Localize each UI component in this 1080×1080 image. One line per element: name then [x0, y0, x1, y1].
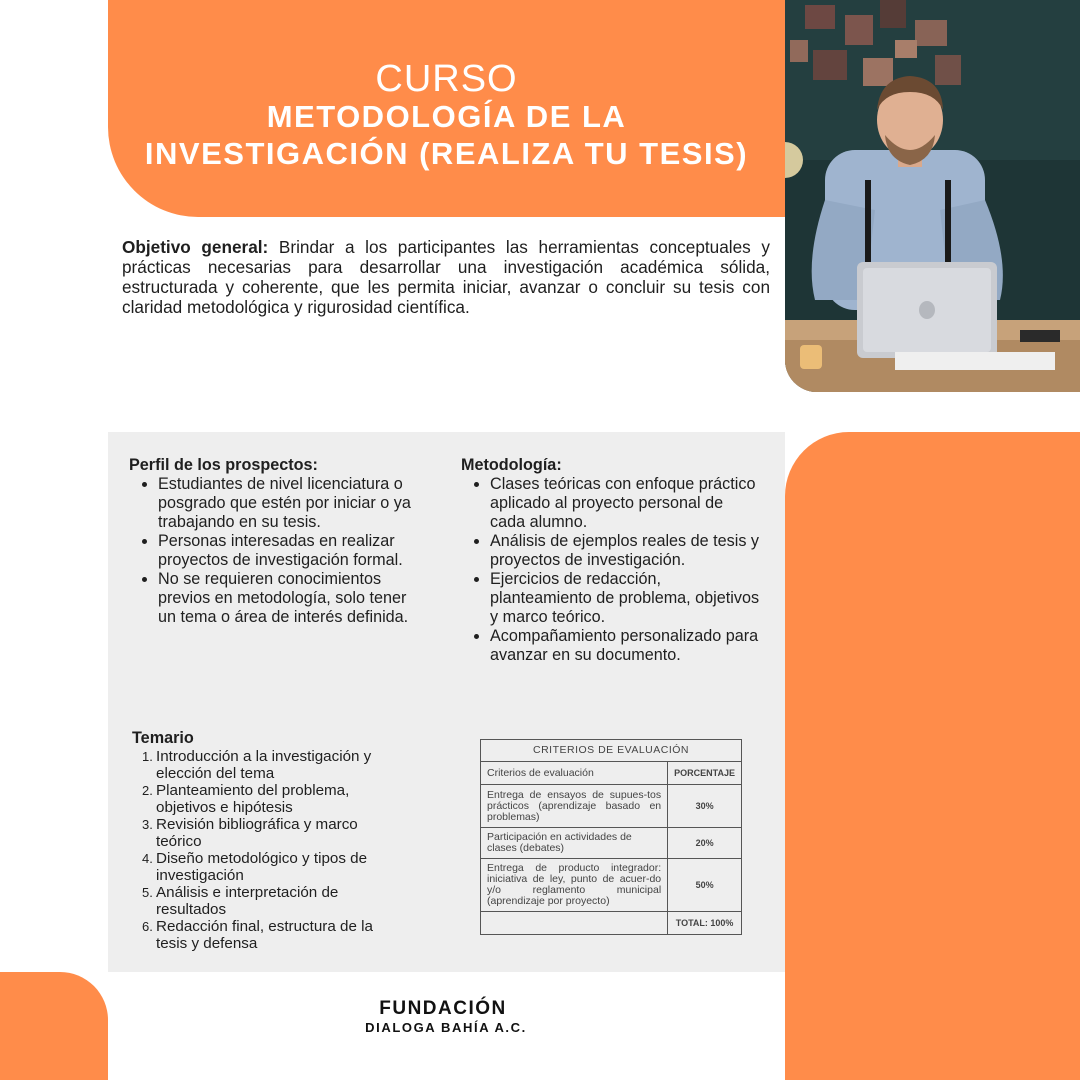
objective-paragraph: [122, 237, 770, 317]
list-item: • Estudiantes de nivel licenciatura o posgrado que estén por iniciar o ya trabajando en su tesis.: [158, 475, 424, 532]
table-total-row: [481, 912, 742, 935]
percent-cell: 20%: [668, 828, 742, 859]
temario-title: Temario: [132, 729, 194, 747]
course-label: CURSO: [375, 58, 518, 100]
item-text: Planteamiento del problema, objetivos e hipótesis: [156, 782, 350, 816]
course-title-line1: METODOLOGÍA DE LA: [266, 99, 627, 134]
perfil-section: [129, 456, 424, 627]
list-item: • Clases teóricas con enfoque práctico aplicado al proyecto personal de cada alumno.: [490, 475, 761, 532]
temario-section: [132, 730, 407, 952]
empty-cell: [481, 912, 668, 935]
orange-block-right: [785, 432, 1080, 1080]
list-item: [132, 884, 407, 918]
item-text: Revisión bibliográfica y marco teórico: [156, 816, 358, 850]
objective-label: Objetivo general:: [122, 237, 269, 257]
item-text: Análisis e interpretación de resultados: [156, 884, 339, 918]
list-item: • Análisis de ejemplos reales de tesis y proyectos de investigación.: [490, 532, 761, 570]
metodologia-list: [461, 475, 761, 665]
student-photo: [785, 0, 1080, 392]
total-cell: TOTAL: 100%: [668, 912, 742, 935]
item-number: 5.: [142, 885, 153, 900]
table-row: [481, 859, 742, 912]
item-number: 4.: [142, 851, 153, 866]
table-caption: CRITERIOS DE EVALUACIÓN: [481, 740, 742, 762]
list-item: • Ejercicios de redacción, planteamiento de problema, objetivos y marco teórico.: [490, 570, 761, 627]
item-number: 3.: [142, 817, 153, 832]
list-item: • No se requieren conocimientos previos en metodología, solo tener un tema o área de interés definida.: [158, 570, 424, 627]
item-text: Introducción a la investigación y elección del tema: [156, 748, 372, 782]
item-number: 2.: [142, 783, 153, 798]
list-item: • Acompañamiento personalizado para avanzar en su documento.: [490, 627, 761, 665]
item-number: 6.: [142, 919, 153, 934]
list-item: [132, 748, 407, 782]
metodologia-title: Metodología:: [461, 456, 562, 474]
criteria-cell: Entrega de ensayos de supues-tos prácticos (aprendizaje basado en problemas): [481, 785, 668, 828]
table-row: [481, 740, 742, 762]
table-header-row: [481, 762, 742, 785]
table-row: [481, 828, 742, 859]
footer-org-line1: FUNDACIÓN: [379, 998, 507, 1019]
footer-org-line2: DIALOGA BAHÍA A.C.: [365, 1020, 527, 1035]
metodologia-section: [461, 456, 761, 665]
list-item: [132, 782, 407, 816]
course-title: [108, 98, 785, 172]
objective-text: Brindar a los participantes las herramientas conceptuales y prácticas necesarias para desarrollar una investigación académica sólida, estructurada y coherente, que les permita iniciar, avanzar o concluir su tesis con claridad metodológica y rigurosidad científica.: [122, 237, 771, 317]
temario-list: [132, 748, 407, 952]
column-header-criteria: Criterios de evaluación: [481, 762, 668, 785]
criteria-table: [480, 739, 742, 935]
list-item: [132, 816, 407, 850]
criteria-cell: Entrega de producto integrador: iniciativa de ley, punto de acuer-do y/o reglamento municipal (aprendizaje por proyecto): [481, 859, 668, 912]
percent-cell: 50%: [668, 859, 742, 912]
list-item: [132, 850, 407, 884]
perfil-title: Perfil de los prospectos:: [129, 456, 318, 474]
list-item: [132, 918, 407, 952]
item-text: Diseño metodológico y tipos de investigación: [156, 850, 368, 884]
list-item: • Personas interesadas en realizar proyectos de investigación formal.: [158, 532, 424, 570]
student-photo-illustration: [785, 0, 1080, 392]
column-header-percent: PORCENTAJE: [668, 762, 742, 785]
criteria-cell: Participación en actividades de clases (debates): [481, 828, 668, 859]
item-text: Redacción final, estructura de la tesis y defensa: [156, 918, 373, 952]
percent-cell: 30%: [668, 785, 742, 828]
course-title-line2: INVESTIGACIÓN (REALIZA TU TESIS): [144, 136, 749, 171]
item-number: 1.: [142, 749, 153, 764]
perfil-list: [129, 475, 424, 627]
table-row: [481, 785, 742, 828]
